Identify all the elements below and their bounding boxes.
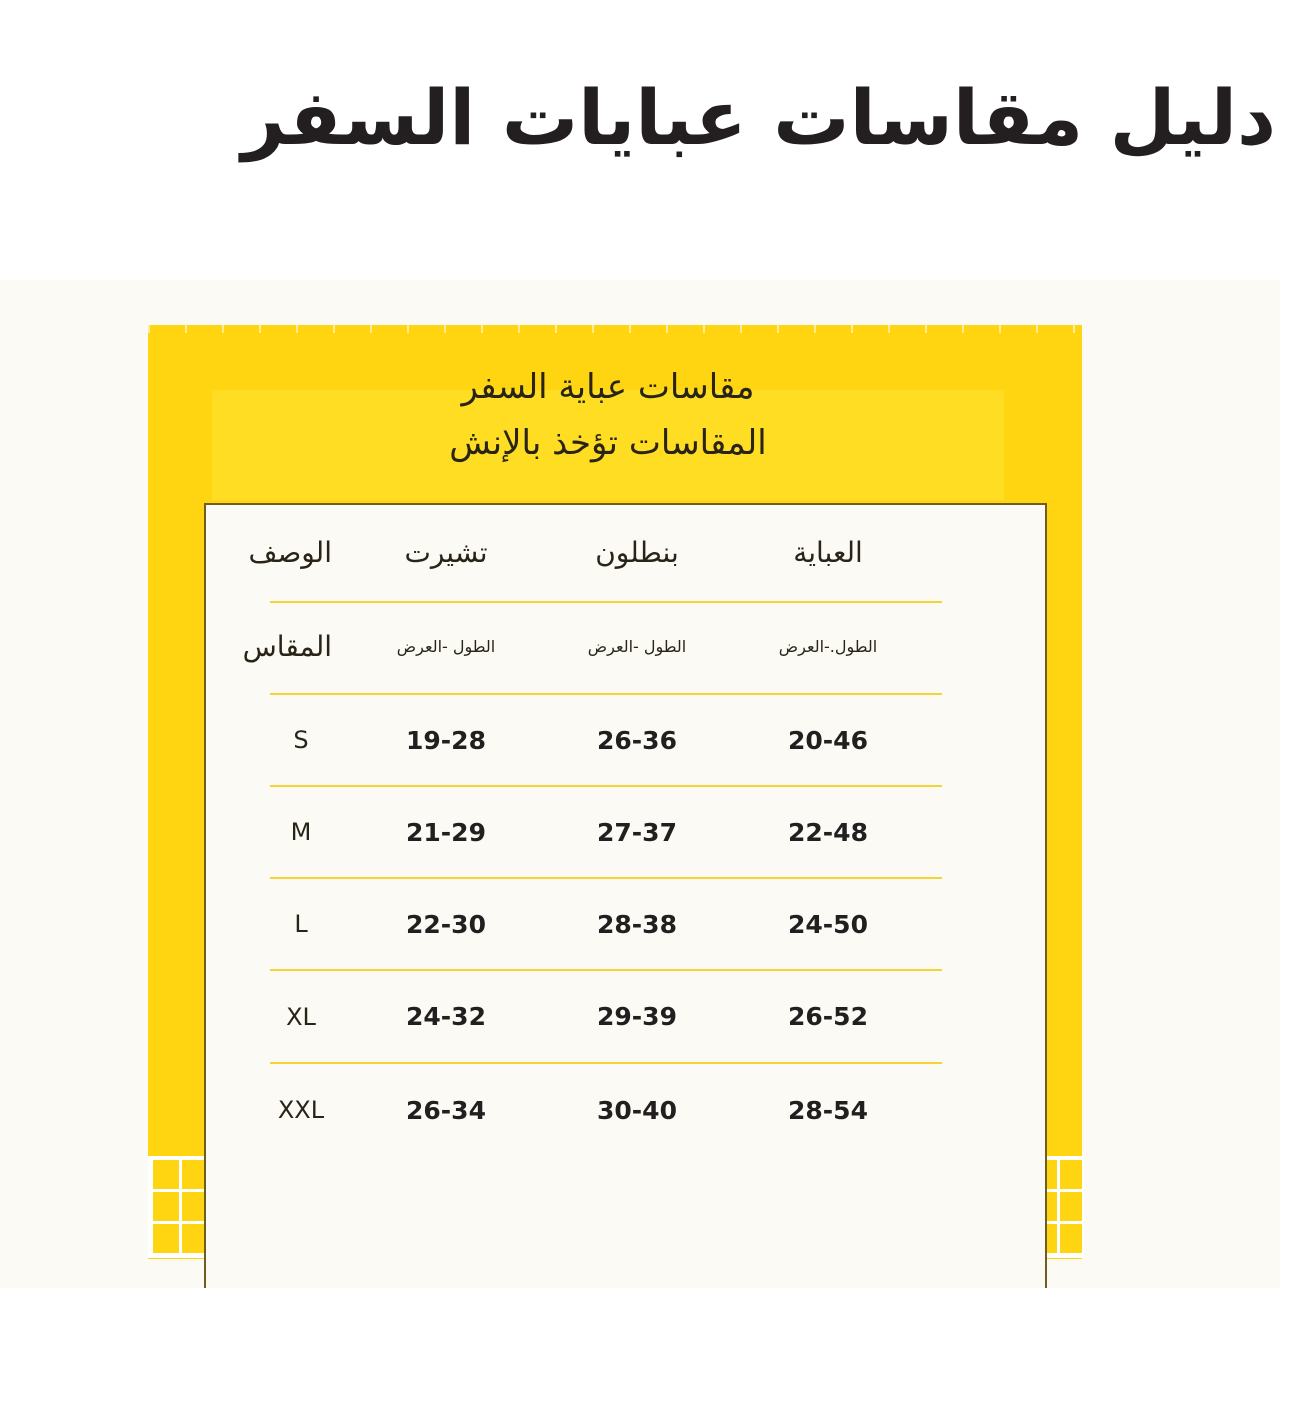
cell-pants: 26-36 [597, 725, 677, 755]
cell-tshirt: 26-34 [406, 1095, 486, 1125]
cell-tshirt: 21-29 [406, 817, 486, 847]
cell-pants: 29-39 [597, 1002, 677, 1031]
table-header-row [248, 510, 942, 603]
table-row [270, 879, 942, 971]
cell-pants: 30-40 [597, 1095, 677, 1125]
column-header-pants: بنطلون [595, 536, 679, 569]
cell-abaya: 22-48 [788, 817, 868, 847]
cell-abaya: 24-50 [788, 909, 868, 939]
subheader-size-label: المقاس [242, 629, 332, 663]
subheader-abaya: الطول.-العرض [778, 636, 878, 656]
column-header-tshirt: تشيرت [404, 536, 488, 569]
cell-size: S [293, 726, 309, 754]
table-row [270, 971, 942, 1064]
frame-decorative-ticks [148, 325, 1082, 333]
subheader-tshirt: الطول -العرض [396, 636, 496, 656]
table-row [270, 695, 942, 787]
cell-abaya: 20-46 [788, 725, 868, 755]
cell-tshirt: 19-28 [406, 725, 486, 755]
grid-decoration-left [148, 1156, 206, 1258]
chart-subheading: المقاسات تؤخذ بالإنش [449, 423, 767, 463]
cell-size: M [290, 818, 312, 846]
subheader-pants: الطول -العرض [587, 636, 687, 656]
table-row [270, 1064, 942, 1156]
cell-tshirt: 22-30 [406, 909, 486, 939]
cell-abaya: 26-52 [788, 1002, 868, 1031]
bottom-margin [0, 1288, 1290, 1409]
table-row [270, 787, 942, 879]
chart-heading: مقاسات عباية السفر [461, 367, 755, 407]
cell-size: XL [286, 1002, 316, 1031]
page-title: دليل مقاسات عبايات السفر [241, 73, 1276, 162]
cell-tshirt: 24-32 [406, 1002, 486, 1031]
cell-pants: 28-38 [597, 909, 677, 939]
cell-size: L [294, 910, 308, 938]
table-subheader-row [242, 603, 942, 695]
cell-abaya: 28-54 [788, 1095, 868, 1125]
cell-pants: 27-37 [597, 817, 677, 847]
column-header-description: الوصف [248, 536, 332, 569]
column-header-abaya: العباية [793, 536, 863, 569]
cell-size: XXL [277, 1096, 325, 1124]
